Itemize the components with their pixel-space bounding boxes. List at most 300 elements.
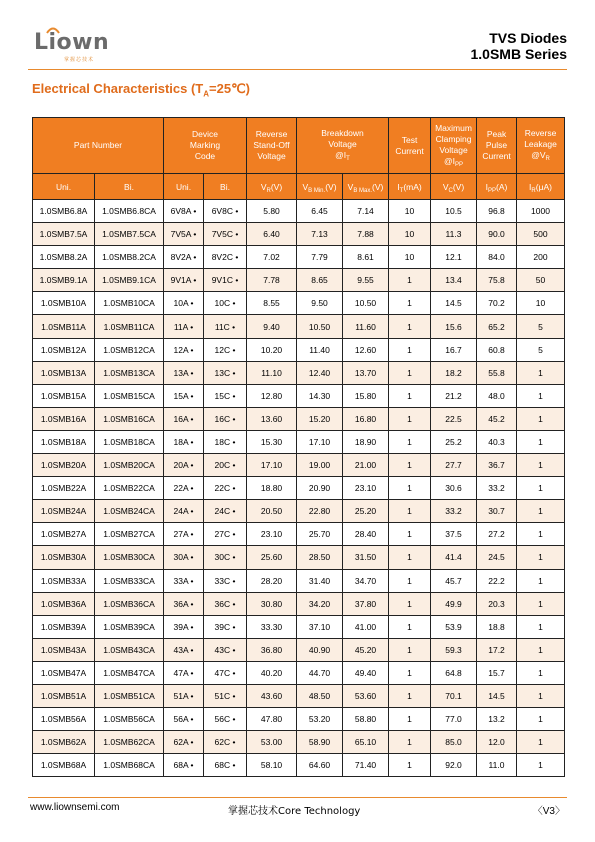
table-cell: 1 xyxy=(517,684,565,707)
table-cell: 62A • xyxy=(164,731,204,754)
table-cell: 33.2 xyxy=(477,477,517,500)
table-cell: 1.0SMB15CA xyxy=(95,384,164,407)
table-cell: 49.9 xyxy=(431,592,477,615)
series-line-2: 1.0SMB Series xyxy=(470,46,567,62)
table-cell: 27A • xyxy=(164,523,204,546)
series-title xyxy=(471,30,568,62)
logo-text: Liown xyxy=(34,30,110,55)
table-cell: 13.60 xyxy=(247,407,297,430)
table-row xyxy=(33,477,565,500)
table-cell: 6V8C • xyxy=(204,200,247,223)
electrical-characteristics-table xyxy=(32,117,565,777)
table-cell: 36A • xyxy=(164,592,204,615)
table-cell: 17.10 xyxy=(247,454,297,477)
table-cell: 20A • xyxy=(164,454,204,477)
table-cell: 45.7 xyxy=(431,569,477,592)
col-reverse-standoff: Reverse Stand-Off Voltage xyxy=(247,118,297,174)
table-cell: 45.2 xyxy=(477,407,517,430)
footer-slogan: 掌握芯技术Core Technology xyxy=(228,806,361,817)
table-row xyxy=(33,361,565,384)
table-cell: 16.80 xyxy=(343,407,389,430)
table-cell: 1 xyxy=(389,754,431,777)
table-cell: 1 xyxy=(517,569,565,592)
table-row xyxy=(33,615,565,638)
table-cell: 90.0 xyxy=(477,223,517,246)
table-cell: 11.10 xyxy=(247,361,297,384)
table-cell: 1 xyxy=(389,292,431,315)
table-cell: 13C • xyxy=(204,361,247,384)
table-cell: 33.2 xyxy=(431,500,477,523)
table-cell: 17.2 xyxy=(477,638,517,661)
table-cell: 14.5 xyxy=(431,292,477,315)
table-cell: 1 xyxy=(389,684,431,707)
table-cell: 1.0SMB18CA xyxy=(95,430,164,453)
table-cell: 40.20 xyxy=(247,661,297,684)
subcol-mark-bi: Bi. xyxy=(204,174,247,200)
col-test-current: Test Current xyxy=(389,118,431,174)
table-cell: 1.0SMB33CA xyxy=(95,569,164,592)
table-cell: 30.6 xyxy=(431,477,477,500)
table-cell: 28.40 xyxy=(343,523,389,546)
table-cell: 13.70 xyxy=(343,361,389,384)
col-device-marking: Device Marking Code xyxy=(164,118,247,174)
table-cell: 1 xyxy=(389,615,431,638)
table-cell: 7.13 xyxy=(297,223,343,246)
table-cell: 1.0SMB24A xyxy=(33,500,95,523)
table-cell: 1 xyxy=(517,615,565,638)
table-cell: 1.0SMB8.2A xyxy=(33,246,95,269)
table-cell: 22.80 xyxy=(297,500,343,523)
subcol-vc: $V_C(V)$ xyxy=(431,174,477,200)
table-cell: 1 xyxy=(517,361,565,384)
table-cell: 500 xyxy=(517,223,565,246)
table-cell: 1 xyxy=(389,269,431,292)
table-cell: 1 xyxy=(517,661,565,684)
table-cell: 44.70 xyxy=(297,661,343,684)
table-cell: 15.30 xyxy=(247,430,297,453)
table-cell: 8.65 xyxy=(297,269,343,292)
table-cell: 36C • xyxy=(204,592,247,615)
table-cell: 11.3 xyxy=(431,223,477,246)
table-cell: 25.60 xyxy=(247,546,297,569)
table-cell: 31.50 xyxy=(343,546,389,569)
table-cell: 6V8A • xyxy=(164,200,204,223)
table-cell: 1 xyxy=(517,592,565,615)
table-cell: 1 xyxy=(389,407,431,430)
table-cell: 10C • xyxy=(204,292,247,315)
table-cell: 7.79 xyxy=(297,246,343,269)
subcol-vb-max: $V_{B Max.}(V)$ xyxy=(343,174,389,200)
table-cell: 28.50 xyxy=(297,546,343,569)
table-cell: 1.0SMB27CA xyxy=(95,523,164,546)
table-cell: 1 xyxy=(517,477,565,500)
table-cell: 34.20 xyxy=(297,592,343,615)
table-cell: 49.40 xyxy=(343,661,389,684)
table-cell: 11.0 xyxy=(477,754,517,777)
table-cell: 1.0SMB10A xyxy=(33,292,95,315)
table-cell: 47C • xyxy=(204,661,247,684)
table-cell: 1 xyxy=(389,477,431,500)
table-cell: 1000 xyxy=(517,200,565,223)
table-cell: 25.2 xyxy=(431,430,477,453)
table-cell: 11C • xyxy=(204,315,247,338)
table-cell: 45.20 xyxy=(343,638,389,661)
table-cell: 1.0SMB33A xyxy=(33,569,95,592)
table-cell: 1 xyxy=(389,638,431,661)
table-row xyxy=(33,523,565,546)
table-cell: 1.0SMB22CA xyxy=(95,477,164,500)
table-cell: 1.0SMB24CA xyxy=(95,500,164,523)
table-cell: 16.7 xyxy=(431,338,477,361)
table-cell: 1.0SMB8.2CA xyxy=(95,246,164,269)
logo-tagline: 掌握芯技术 xyxy=(64,57,95,63)
table-cell: 1.0SMB20A xyxy=(33,454,95,477)
table-cell: 8.55 xyxy=(247,292,297,315)
table-cell: 1 xyxy=(389,592,431,615)
table-cell: 1.0SMB13A xyxy=(33,361,95,384)
table-cell: 5.80 xyxy=(247,200,297,223)
table-cell: 1.0SMB51CA xyxy=(95,684,164,707)
table-cell: 23.10 xyxy=(247,523,297,546)
table-cell: 1.0SMB56CA xyxy=(95,708,164,731)
section-title: Electrical Characteristics $(T_A=25℃)$ xyxy=(32,81,251,99)
table-cell: 55.8 xyxy=(477,361,517,384)
table-cell: 41.00 xyxy=(343,615,389,638)
table-cell: 30.80 xyxy=(247,592,297,615)
table-cell: 1 xyxy=(517,430,565,453)
table-row xyxy=(33,384,565,407)
table-cell: 36.80 xyxy=(247,638,297,661)
table-cell: 1.0SMB56A xyxy=(33,708,95,731)
table-cell: 47A • xyxy=(164,661,204,684)
table-cell: 21.00 xyxy=(343,454,389,477)
table-cell: 1 xyxy=(517,454,565,477)
table-cell: 15.80 xyxy=(343,384,389,407)
table-row xyxy=(33,500,565,523)
table-cell: 12.0 xyxy=(477,731,517,754)
table-cell: 48.0 xyxy=(477,384,517,407)
table-cell: 18.80 xyxy=(247,477,297,500)
subcol-ipp: $I_{PP}(A)$ xyxy=(477,174,517,200)
table-cell: 51C • xyxy=(204,684,247,707)
table-cell: 33.30 xyxy=(247,615,297,638)
table-cell: 21.2 xyxy=(431,384,477,407)
table-cell: 34.70 xyxy=(343,569,389,592)
table-cell: 6.40 xyxy=(247,223,297,246)
table-cell: 9.40 xyxy=(247,315,297,338)
table-row xyxy=(33,315,565,338)
col-reverse-leakage: Reverse Leakage $@V_R$ xyxy=(517,118,565,174)
table-cell: 16C • xyxy=(204,407,247,430)
table-cell: 65.10 xyxy=(343,731,389,754)
table-cell: 10.50 xyxy=(343,292,389,315)
table-cell: 60.8 xyxy=(477,338,517,361)
table-cell: 25.70 xyxy=(297,523,343,546)
subcol-bi: Bi. xyxy=(95,174,164,200)
table-cell: 13.4 xyxy=(431,269,477,292)
table-cell: 10.50 xyxy=(297,315,343,338)
table-cell: 9V1C • xyxy=(204,269,247,292)
table-cell: 70.1 xyxy=(431,684,477,707)
table-cell: 37.5 xyxy=(431,523,477,546)
table-cell: 24.5 xyxy=(477,546,517,569)
table-cell: 18.90 xyxy=(343,430,389,453)
table-cell: 68A • xyxy=(164,754,204,777)
table-cell: 1 xyxy=(517,384,565,407)
table-cell: 27.2 xyxy=(477,523,517,546)
table-row xyxy=(33,246,565,269)
subcol-it: $I_T(mA)$ xyxy=(389,174,431,200)
table-row xyxy=(33,638,565,661)
table-cell: 84.0 xyxy=(477,246,517,269)
table-cell: 37.80 xyxy=(343,592,389,615)
table-cell: 12A • xyxy=(164,338,204,361)
table-cell: 1.0SMB36A xyxy=(33,592,95,615)
table-cell: 20C • xyxy=(204,454,247,477)
table-cell: 1.0SMB27A xyxy=(33,523,95,546)
table-cell: 20.3 xyxy=(477,592,517,615)
table-cell: 1.0SMB18A xyxy=(33,430,95,453)
table-cell: 1 xyxy=(517,500,565,523)
table-cell: 1.0SMB6.8A xyxy=(33,200,95,223)
table-cell: 1.0SMB9.1CA xyxy=(95,269,164,292)
table-cell: 22.2 xyxy=(477,569,517,592)
table-row xyxy=(33,731,565,754)
table-cell: 5 xyxy=(517,338,565,361)
table-cell: 96.8 xyxy=(477,200,517,223)
table-cell: 18A • xyxy=(164,430,204,453)
table-row xyxy=(33,684,565,707)
table-row xyxy=(33,407,565,430)
table-cell: 7V5A • xyxy=(164,223,204,246)
table-cell: 53.20 xyxy=(297,708,343,731)
table-cell: 14.30 xyxy=(297,384,343,407)
table-cell: 27.7 xyxy=(431,454,477,477)
table-row xyxy=(33,430,565,453)
table-row xyxy=(33,569,565,592)
table-cell: 19.00 xyxy=(297,454,343,477)
table-cell: 15.7 xyxy=(477,661,517,684)
table-cell: 15.20 xyxy=(297,407,343,430)
table-cell: 12.80 xyxy=(247,384,297,407)
table-cell: 1.0SMB39A xyxy=(33,615,95,638)
table-row xyxy=(33,661,565,684)
table-cell: 41.4 xyxy=(431,546,477,569)
table-row xyxy=(33,338,565,361)
table-cell: 1.0SMB68A xyxy=(33,754,95,777)
table-cell: 8V2C • xyxy=(204,246,247,269)
table-cell: 68C • xyxy=(204,754,247,777)
table-cell: 1 xyxy=(517,523,565,546)
table-cell: 33C • xyxy=(204,569,247,592)
table-cell: 1.0SMB62A xyxy=(33,731,95,754)
table-cell: 23.10 xyxy=(343,477,389,500)
table-cell: 5 xyxy=(517,315,565,338)
table-cell: 30C • xyxy=(204,546,247,569)
table-cell: 10 xyxy=(517,292,565,315)
table-cell: 1.0SMB11CA xyxy=(95,315,164,338)
table-row xyxy=(33,200,565,223)
table-cell: 1.0SMB7.5CA xyxy=(95,223,164,246)
table-cell: 1.0SMB30A xyxy=(33,546,95,569)
table-row xyxy=(33,223,565,246)
table-cell: 1 xyxy=(389,661,431,684)
table-cell: 43C • xyxy=(204,638,247,661)
table-cell: 47.80 xyxy=(247,708,297,731)
subcol-uni: Uni. xyxy=(33,174,95,200)
table-cell: 10.5 xyxy=(431,200,477,223)
table-cell: 1 xyxy=(389,523,431,546)
table-cell: 22C • xyxy=(204,477,247,500)
table-cell: 77.0 xyxy=(431,708,477,731)
footer-website[interactable]: www.liownsemi.com xyxy=(30,802,120,813)
table-cell: 1 xyxy=(517,754,565,777)
table-cell: 33A • xyxy=(164,569,204,592)
table-cell: 56C • xyxy=(204,708,247,731)
table-cell: 39C • xyxy=(204,615,247,638)
table-body xyxy=(33,200,565,777)
col-max-clamping: Maximum Clamping Voltage $@I_{PP}$ xyxy=(431,118,477,174)
table-cell: 1.0SMB36CA xyxy=(95,592,164,615)
table-cell: 70.2 xyxy=(477,292,517,315)
table-cell: 9V1A • xyxy=(164,269,204,292)
table-row xyxy=(33,269,565,292)
table-cell: 1.0SMB43CA xyxy=(95,638,164,661)
table-cell: 1 xyxy=(389,338,431,361)
table-cell: 1.0SMB13CA xyxy=(95,361,164,384)
table-cell: 30.7 xyxy=(477,500,517,523)
table-cell: 1.0SMB12A xyxy=(33,338,95,361)
table-cell: 10 xyxy=(389,200,431,223)
table-cell: 1.0SMB11A xyxy=(33,315,95,338)
table-cell: 20.90 xyxy=(297,477,343,500)
table-cell: 1 xyxy=(389,546,431,569)
subcol-vr: $V_R(V)$ xyxy=(247,174,297,200)
table-cell: 1.0SMB20CA xyxy=(95,454,164,477)
subcol-ir: $I_R(\mu A)$ xyxy=(517,174,565,200)
table-cell: 12C • xyxy=(204,338,247,361)
table-cell: 15.6 xyxy=(431,315,477,338)
table-cell: 28.20 xyxy=(247,569,297,592)
table-cell: 53.9 xyxy=(431,615,477,638)
table-cell: 43.60 xyxy=(247,684,297,707)
footer-page-number: 〈V3〉 xyxy=(532,806,565,817)
table-row xyxy=(33,754,565,777)
table-cell: 15C • xyxy=(204,384,247,407)
table-cell: 10 xyxy=(389,246,431,269)
table-cell: 1 xyxy=(389,454,431,477)
table-cell: 39A • xyxy=(164,615,204,638)
table-cell: 62C • xyxy=(204,731,247,754)
table-cell: 1.0SMB30CA xyxy=(95,546,164,569)
table-cell: 92.0 xyxy=(431,754,477,777)
table-cell: 37.10 xyxy=(297,615,343,638)
table-cell: 9.50 xyxy=(297,292,343,315)
table-cell: 1 xyxy=(389,384,431,407)
table-cell: 30A • xyxy=(164,546,204,569)
table-cell: 7V5C • xyxy=(204,223,247,246)
company-logo xyxy=(34,26,124,66)
table-cell: 20.50 xyxy=(247,500,297,523)
footer-divider xyxy=(28,797,567,798)
table-cell: 7.78 xyxy=(247,269,297,292)
table-cell: 85.0 xyxy=(431,731,477,754)
table-cell: 24A • xyxy=(164,500,204,523)
table-cell: 24C • xyxy=(204,500,247,523)
table-cell: 17.10 xyxy=(297,430,343,453)
table-cell: 8V2A • xyxy=(164,246,204,269)
table-cell: 11A • xyxy=(164,315,204,338)
table-cell: 1 xyxy=(389,361,431,384)
table-cell: 58.90 xyxy=(297,731,343,754)
table-cell: 18.8 xyxy=(477,615,517,638)
table-cell: 12.40 xyxy=(297,361,343,384)
table-cell: 40.90 xyxy=(297,638,343,661)
table-cell: 1.0SMB47CA xyxy=(95,661,164,684)
table-row xyxy=(33,592,565,615)
table-cell: 10A • xyxy=(164,292,204,315)
table-cell: 16A • xyxy=(164,407,204,430)
table-cell: 1.0SMB43A xyxy=(33,638,95,661)
table-cell: 1.0SMB62CA xyxy=(95,731,164,754)
table-cell: 1 xyxy=(517,638,565,661)
table-cell: 71.40 xyxy=(343,754,389,777)
table-cell: 1.0SMB10CA xyxy=(95,292,164,315)
table-cell: 18.2 xyxy=(431,361,477,384)
table-cell: 50 xyxy=(517,269,565,292)
series-line-1: TVS Diodes xyxy=(489,30,567,46)
col-part-number: Part Number xyxy=(33,118,164,174)
table-cell: 1.0SMB47A xyxy=(33,661,95,684)
col-peak-pulse: Peak Pulse Current xyxy=(477,118,517,174)
table-cell: 12.60 xyxy=(343,338,389,361)
table-cell: 1.0SMB39CA xyxy=(95,615,164,638)
table-cell: 56A • xyxy=(164,708,204,731)
table-cell: 48.50 xyxy=(297,684,343,707)
table-cell: 1.0SMB15A xyxy=(33,384,95,407)
table-cell: 15A • xyxy=(164,384,204,407)
header-divider xyxy=(28,69,567,70)
table-cell: 1 xyxy=(517,546,565,569)
table-cell: 1 xyxy=(389,708,431,731)
table-cell: 75.8 xyxy=(477,269,517,292)
table-cell: 1 xyxy=(517,731,565,754)
table-cell: 25.20 xyxy=(343,500,389,523)
table-cell: 1.0SMB68CA xyxy=(95,754,164,777)
col-breakdown-voltage: Breakdown Voltage $@I_T$ xyxy=(297,118,389,174)
table-row xyxy=(33,454,565,477)
table-cell: 40.3 xyxy=(477,430,517,453)
table-cell: 1.0SMB12CA xyxy=(95,338,164,361)
table-cell: 1 xyxy=(389,430,431,453)
table-cell: 11.40 xyxy=(297,338,343,361)
table-cell: 7.02 xyxy=(247,246,297,269)
table-cell: 7.88 xyxy=(343,223,389,246)
table-row xyxy=(33,546,565,569)
table-cell: 6.45 xyxy=(297,200,343,223)
subcol-mark-uni: Uni. xyxy=(164,174,204,200)
table-cell: 7.14 xyxy=(343,200,389,223)
table-cell: 64.8 xyxy=(431,661,477,684)
table-cell: 200 xyxy=(517,246,565,269)
table-cell: 1 xyxy=(389,569,431,592)
table-cell: 13A • xyxy=(164,361,204,384)
table-cell: 64.60 xyxy=(297,754,343,777)
table-cell: 8.61 xyxy=(343,246,389,269)
table-cell: 14.5 xyxy=(477,684,517,707)
table-cell: 10.20 xyxy=(247,338,297,361)
table-cell: 1.0SMB7.5A xyxy=(33,223,95,246)
